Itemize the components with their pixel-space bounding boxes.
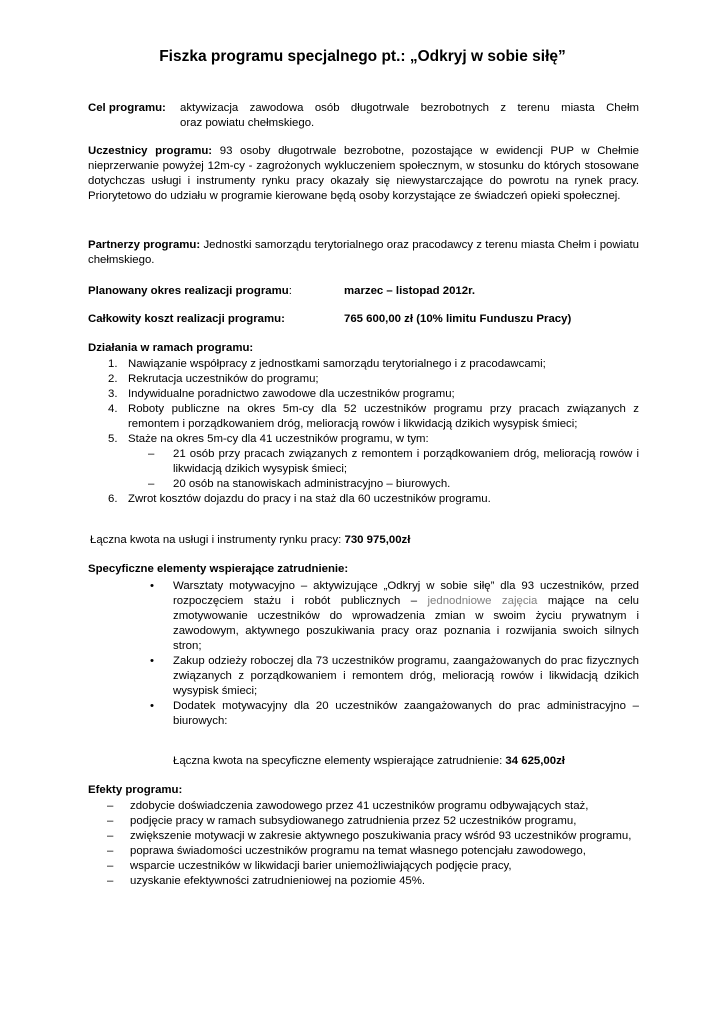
effect-text: zwiększenie motywacji w zakresie aktywnego poszukiwania pracy wśród 93 uczestników programu, — [130, 830, 632, 842]
action-item — [88, 492, 639, 507]
effect-item — [88, 859, 639, 874]
specific-heading: Specyficzne elementy wspierające zatrudnienie: — [88, 563, 349, 575]
participants-label: Uczestnicy programu: — [88, 145, 213, 157]
effect-item — [88, 844, 639, 859]
bullet-marker: • — [150, 655, 154, 667]
action-number: 6. — [108, 493, 118, 505]
specific-total-value: 34 625,00zł — [505, 755, 565, 767]
services-total-value: 730 975,00zł — [344, 534, 411, 546]
action-text: Zwrot kosztów dojazdu do pracy i na staż dla 60 uczestników programu. — [128, 493, 491, 505]
specific-item — [143, 654, 639, 699]
effect-item — [88, 829, 639, 844]
action-item — [88, 387, 639, 402]
specific-item-text: Zakup odzieży roboczej dla 73 uczestników programu, zaangażowanych do prac fizycznych związanych z porządkowaniem i remontem dróg, melioracją rowów i likwidacją dzikich wysypisk śmieci; — [173, 655, 639, 697]
dash-marker: – — [107, 830, 114, 842]
effects-list — [88, 799, 639, 889]
action-item — [88, 402, 639, 432]
dash-marker: – — [107, 815, 114, 827]
services-total — [90, 533, 641, 548]
actions-list — [88, 357, 639, 507]
action-number: 4. — [108, 403, 118, 415]
effect-text: zdobycie doświadczenia zawodowego przez 41 uczestników programu odbywających staż, — [130, 800, 589, 812]
participants-text: 93 osoby długotrwale bezrobotne, pozostające w ewidencji PUP w Chełmie nieprzerwanie powyżej 12m-cy - zagrożonych wykluczeniem społecznym, w stosunku do których stosowane dotychczas usługi i instrumenty rynku pracy okazały się niewystarczające do powrotu na rynek pracy. Priorytetowo do udziału w programie kierowane będą osoby korzystające ze świadczeń opieki społecznej. — [88, 145, 639, 202]
cost-value: 765 600,00 zł (10% limitu Funduszu Pracy) — [344, 313, 572, 325]
bullet-marker: • — [150, 700, 154, 712]
internship-sublist — [128, 447, 639, 492]
period-label-row — [88, 284, 292, 299]
effect-text: poprawa świadomości uczestników programu na temat własnego potencjału zawodowego, — [130, 845, 586, 857]
effect-text: podjęcie pracy w ramach subsydiowanego zatrudnienia przez 52 uczestników programu, — [130, 815, 577, 827]
specific-item — [143, 699, 639, 729]
specific-item-text: Dodatek motywacyjny dla 20 uczestników zaangażowanych do prac administracyjno – biurowych: — [173, 700, 639, 727]
specific-item-text: mające na celu zmotywowanie uczestników do wprowadzenia zmian w swoim życiu prywatnym i zawodowym, aktywnego poszukiwania pracy oraz poznania i rozwijania swoich silnych stron; — [173, 595, 640, 652]
action-text: Staże na okres 5m-cy dla 41 uczestników programu, w tym: — [128, 433, 429, 445]
period-value: marzec – listopad 2012r. — [344, 285, 476, 297]
dash-marker: – — [107, 875, 114, 887]
effect-item — [88, 874, 639, 889]
dash-marker: – — [148, 448, 155, 460]
internship-subitem-text: 20 osób na stanowiskach administracyjno – biurowych. — [173, 478, 451, 490]
dash-marker: – — [148, 478, 155, 490]
goal-label: Cel programu: — [88, 102, 166, 114]
action-text: Rekrutacja uczestników do programu; — [128, 373, 319, 385]
specific-item-text: Warsztaty motywacyjno – aktywizujące „Odkryj w sobie siłę” dla 93 uczestników, przed rozpoczęciem stażu i robót publicznych – — [173, 580, 639, 607]
cost-label: Całkowity koszt realizacji programu: — [88, 313, 285, 325]
action-number: 5. — [108, 433, 118, 445]
internship-subitem — [128, 447, 639, 477]
effect-text: wsparcie uczestników w likwidacji barier uniemożliwiających podjęcie pracy, — [130, 860, 512, 872]
effect-item — [88, 799, 639, 814]
period-colon: : — [288, 285, 292, 297]
dash-marker: – — [107, 800, 114, 812]
action-number: 2. — [108, 373, 118, 385]
effect-text: uzyskanie efektywności zatrudnieniowej na poziomie 45%. — [130, 875, 426, 887]
effects-heading: Efekty programu: — [88, 784, 183, 796]
partners-section — [88, 238, 639, 268]
action-item — [88, 357, 639, 372]
document-title: Fiszka programu specjalnego pt.: „Odkryj w sobie siłę” — [159, 48, 566, 65]
period-label: Planowany okres realizacji programu — [88, 285, 289, 297]
internship-subitem-text: 21 osób przy pracach związanych z remontem i porządkowaniem dróg, melioracją rowów i likwidacją dzikich wysypisk śmieci; — [173, 448, 639, 475]
dash-marker: – — [107, 860, 114, 872]
highlighted-text: jednodniowe zajęcia — [427, 595, 538, 607]
specific-item — [143, 579, 639, 654]
partners-label: Partnerzy programu: — [88, 239, 201, 251]
goal-text-line1: aktywizacja zawodowa osób długotrwale bezrobotnych z terenu miasta Chełm — [180, 102, 639, 114]
goal-text-line2: oraz powiatu chełmskiego. — [180, 117, 315, 129]
action-item — [88, 372, 639, 387]
dash-marker: – — [107, 845, 114, 857]
action-number: 3. — [108, 388, 118, 400]
actions-heading: Działania w ramach programu: — [88, 342, 254, 354]
goal-text — [180, 101, 639, 131]
specific-total — [173, 754, 639, 769]
bullet-marker: • — [150, 580, 154, 592]
action-number: 1. — [108, 358, 118, 370]
specific-list — [143, 579, 639, 729]
services-total-label: Łączna kwota na usługi i instrumenty rynku pracy: — [90, 534, 345, 546]
participants-section — [88, 144, 639, 204]
action-text: Indywidualne poradnictwo zawodowe dla uczestników programu; — [128, 388, 455, 400]
partners-text: Jednostki samorządu terytorialnego oraz pracodawcy z terenu miasta Chełm i powiatu chełmskiego. — [88, 239, 639, 266]
internship-subitem — [128, 477, 639, 492]
action-text: Nawiązanie współpracy z jednostkami samorządu terytorialnego i z pracodawcami; — [128, 358, 546, 370]
effect-item — [88, 814, 639, 829]
action-item — [88, 432, 639, 492]
specific-total-label: Łączna kwota na specyficzne elementy wspierające zatrudnienie: — [173, 755, 506, 767]
action-text: Roboty publiczne na okres 5m-cy dla 52 uczestników programu przy pracach związanych z remontem i porządkowaniem dróg, melioracją rowów i likwidacją dzikich wysypisk śmieci; — [128, 403, 639, 430]
